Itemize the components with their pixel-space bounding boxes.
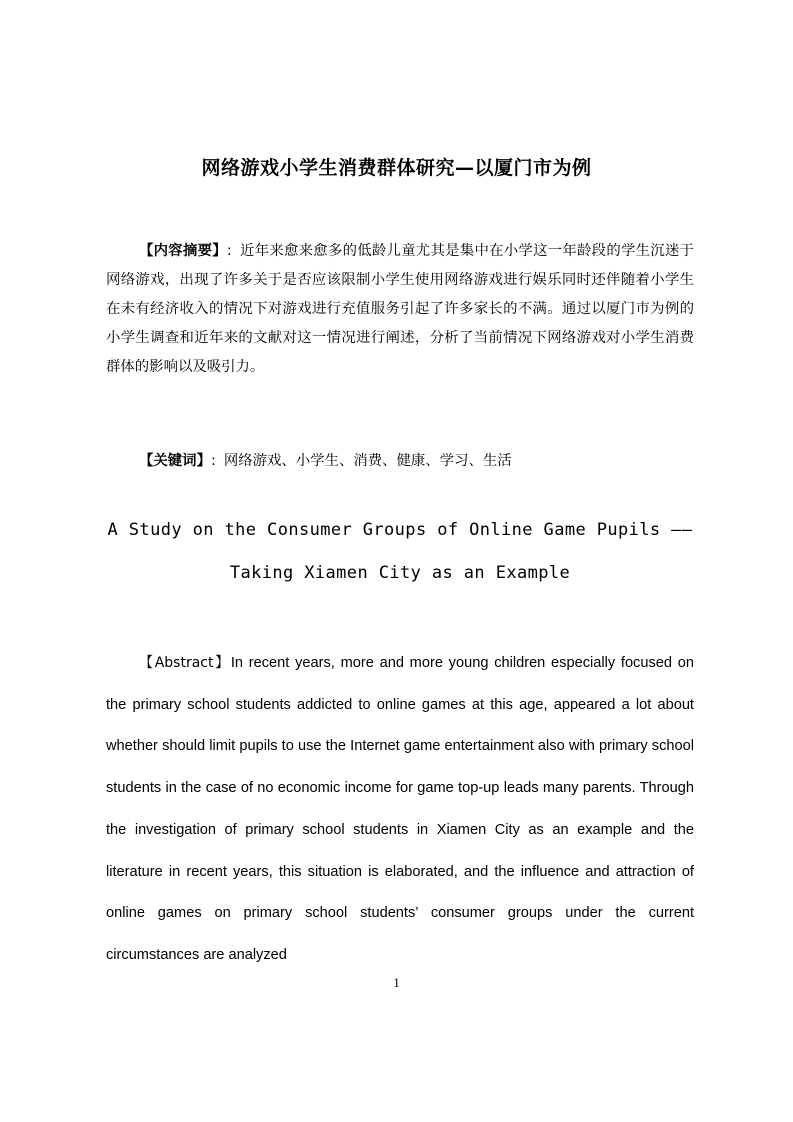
english-abstract-text: In recent years, more and more young children especially focused on the primary school students addicted to online games at this age, appeared a lot about whether should limit pupils to use the Internet game entertainment also with primary school students in the case of no economic income for game top-up leads many parents. Through the investigation of primary school students in Xiamen City as an example and the literature in recent years, this situation is elaborated, and the influence and attraction of online games on primary school students’ consumer groups under the current circumstances are analyzed — [106, 655, 694, 963]
english-abstract-label: 【Abstract】 — [139, 655, 231, 671]
chinese-abstract — [106, 237, 694, 382]
chinese-title: 网络游戏小学生消费群体研究—以厦门市为例 — [201, 157, 592, 179]
english-title-line-1: A Study on the Consumer Groups of Online Game Pupils —— — [107, 520, 693, 540]
chinese-keywords — [106, 447, 694, 476]
chinese-keywords-colon: : — [210, 453, 216, 469]
chinese-keywords-label: 【关键词】 — [139, 453, 211, 469]
chinese-abstract-label: 【内容摘要】 — [139, 243, 227, 259]
english-title-line-2: Taking Xiamen City as an Example — [229, 563, 571, 583]
chinese-abstract-colon: : — [226, 243, 232, 259]
english-abstract — [106, 643, 694, 977]
chinese-keywords-text: 网络游戏、小学生、消费、健康、学习、生活 — [223, 453, 512, 469]
chinese-abstract-text: 近年来愈来愈多的低龄儿童尤其是集中在小学这一年龄段的学生沉迷于网络游戏，出现了许多关于是否应该限制小学生使用网络游戏进行娱乐同时还伴随着小学生在未有经济收入的情况下对游戏进行充值服务引起了许多家长的不满。通过以厦门市为例的小学生调查和近年来的文献对这一情况进行阐述，分析了当前情况下网络游戏对小学生消费群体的影响以及吸引力。 — [106, 243, 694, 375]
page-number: 1 — [393, 975, 400, 990]
